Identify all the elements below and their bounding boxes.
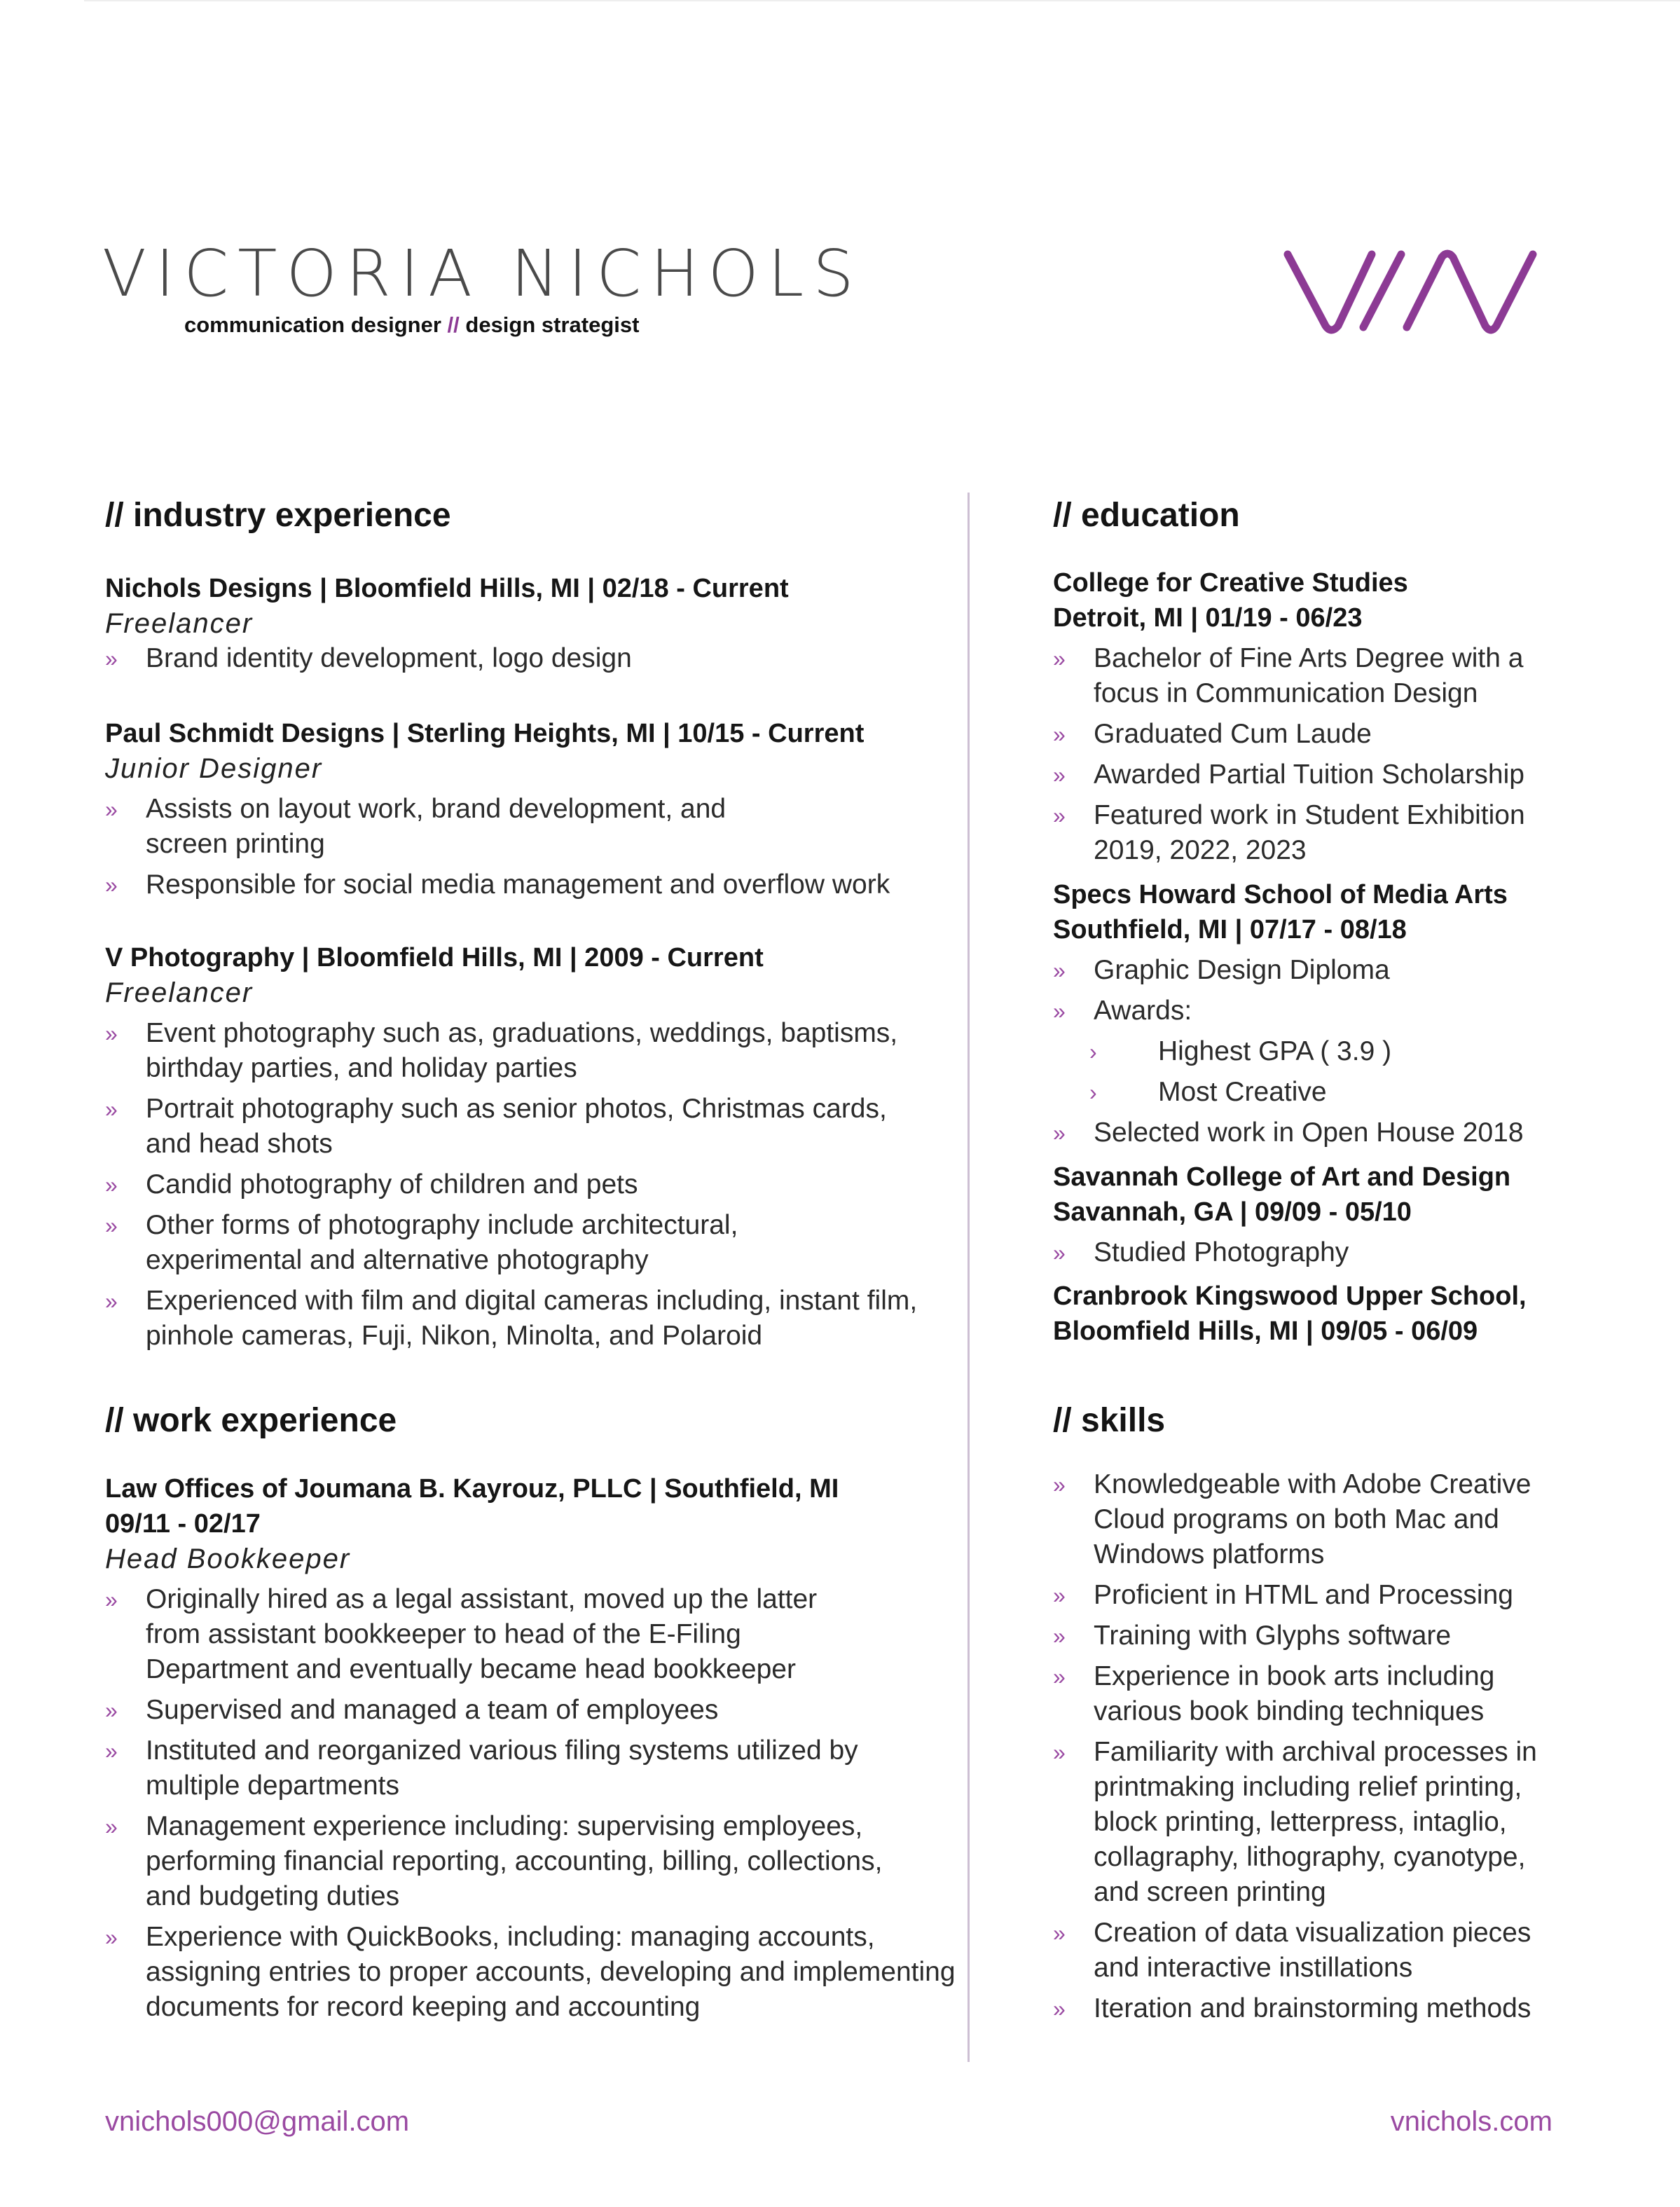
industry-entry-1 bbox=[105, 571, 946, 676]
education-school-1 bbox=[1053, 565, 1571, 868]
entry-heading: Paul Schmidt Designs | Sterling Heights, MI | 10/15 - Current bbox=[105, 719, 865, 748]
list-item: » Graphic Design Diploma bbox=[1053, 953, 1571, 988]
school-location-dates: Detroit, MI | 01/19 - 06/23 bbox=[1053, 603, 1363, 633]
list-item: » Selected work in Open House 2018 bbox=[1053, 1115, 1571, 1150]
website-link[interactable]: vnichols.com bbox=[1390, 2106, 1552, 2137]
list-item: » Iteration and brainstorming methods bbox=[1053, 1991, 1571, 2026]
list-item: » Management experience including: supervising employees, performing financial reporting, accounting, billing, collections, and budgeting duties bbox=[105, 1809, 925, 1914]
top-rule bbox=[84, 0, 1680, 1]
work-experience-title: // work experience bbox=[105, 1402, 397, 1439]
list-item: » Assists on layout work, brand development, and screen printing bbox=[105, 792, 778, 862]
entry-dates: 09/11 - 02/17 bbox=[105, 1509, 261, 1539]
list-item: » Experience in book arts including various book binding techniques bbox=[1053, 1659, 1571, 1729]
list-item: » Brand identity development, logo design bbox=[105, 641, 946, 676]
list-item: » Event photography such as, graduations, weddings, baptisms, birthday parties, and holiday parties bbox=[105, 1016, 932, 1086]
industry-experience-title: // industry experience bbox=[105, 497, 451, 534]
education-title: // education bbox=[1053, 497, 1240, 534]
list-item: » Studied Photography bbox=[1053, 1235, 1571, 1270]
list-item: » Awards: bbox=[1053, 994, 1571, 1029]
vn-monogram-logo bbox=[1282, 249, 1538, 336]
list-item: » Knowledgeable with Adobe Creative Cloud programs on both Mac and Windows platforms bbox=[1053, 1467, 1571, 1572]
school-name: Specs Howard School of Media Arts bbox=[1053, 880, 1508, 909]
industry-entry-3 bbox=[105, 940, 946, 1354]
list-item: » Instituted and reorganized various filing systems utilized by multiple departments bbox=[105, 1733, 925, 1803]
sub-list-item: › Most Creative bbox=[1053, 1075, 1571, 1110]
list-item: » Originally hired as a legal assistant, moved up the latter from assistant bookkeeper to head of the E-Filing Department and eventually became head bookkeeper bbox=[105, 1582, 846, 1687]
list-item: » Proficient in HTML and Processing bbox=[1053, 1578, 1571, 1613]
school-name: Cranbrook Kingswood Upper School, bbox=[1053, 1281, 1527, 1311]
list-item: » Familiarity with archival processes in printmaking including relief printing, block printing, letterpress, intaglio, collagraphy, lithography, cyanotype, and screen printing bbox=[1053, 1735, 1571, 1910]
list-item: » Training with Glyphs software bbox=[1053, 1618, 1571, 1653]
list-item: » Awarded Partial Tuition Scholarship bbox=[1053, 757, 1571, 792]
education-school-2 bbox=[1053, 877, 1571, 1150]
school-name: Savannah College of Art and Design bbox=[1053, 1162, 1511, 1192]
school-name: College for Creative Studies bbox=[1053, 568, 1408, 598]
list-item: » Graduated Cum Laude bbox=[1053, 717, 1571, 752]
school-location-dates: Southfield, MI | 07/17 - 08/18 bbox=[1053, 915, 1407, 944]
entry-role: Freelancer bbox=[105, 608, 254, 639]
school-location-dates: Savannah, GA | 09/09 - 05/10 bbox=[1053, 1197, 1412, 1227]
email-link[interactable]: vnichols000@gmail.com bbox=[105, 2106, 410, 2137]
entry-role: Freelancer bbox=[105, 977, 254, 1008]
tagline bbox=[184, 312, 639, 338]
list-item: » Featured work in Student Exhibition 2019, 2022, 2023 bbox=[1053, 798, 1571, 868]
list-item: » Candid photography of children and pets bbox=[105, 1167, 932, 1202]
entry-role: Junior Designer bbox=[105, 753, 323, 784]
list-item: » Creation of data visualization pieces and interactive instillations bbox=[1053, 1916, 1571, 1986]
column-divider bbox=[968, 493, 970, 2062]
education-school-3 bbox=[1053, 1160, 1571, 1270]
tagline-separator: // bbox=[447, 312, 460, 337]
work-entry-1 bbox=[105, 1471, 956, 2025]
list-item: » Portrait photography such as senior photos, Christmas cards, and head shots bbox=[105, 1092, 932, 1162]
skills-title: // skills bbox=[1053, 1402, 1166, 1439]
list-item: » Supervised and managed a team of employees bbox=[105, 1693, 925, 1728]
applicant-name: VICTORIA NICHOLS bbox=[102, 236, 863, 311]
list-item: » Experience with QuickBooks, including: managing accounts, assigning entries to proper accounts, developing and implementing documents for record keeping and accounting bbox=[105, 1920, 972, 2025]
entry-role: Head Bookkeeper bbox=[105, 1543, 351, 1574]
skills-list-block bbox=[1053, 1462, 1571, 2026]
entry-heading: Law Offices of Joumana B. Kayrouz, PLLC | Southfield, MI bbox=[105, 1474, 839, 1504]
list-item: » Other forms of photography include architectural, experimental and alternative photography bbox=[105, 1208, 867, 1278]
sub-list-item: › Highest GPA ( 3.9 ) bbox=[1053, 1034, 1571, 1069]
tagline-role-2: design strategist bbox=[465, 312, 640, 337]
list-item: » Bachelor of Fine Arts Degree with a focus in Communication Design bbox=[1053, 641, 1571, 711]
education-school-4 bbox=[1053, 1279, 1571, 1349]
tagline-role-1: communication designer bbox=[184, 312, 441, 337]
entry-heading: Nichols Designs | Bloomfield Hills, MI | 02/18 - Current bbox=[105, 574, 789, 603]
industry-entry-2 bbox=[105, 716, 946, 902]
list-item: » Responsible for social media management and overflow work bbox=[105, 867, 986, 902]
school-location-dates: Bloomfield Hills, MI | 09/05 - 06/09 bbox=[1053, 1316, 1478, 1346]
entry-heading: V Photography | Bloomfield Hills, MI | 2009 - Current bbox=[105, 943, 764, 972]
list-item: » Experienced with film and digital cameras including, instant film, pinhole cameras, Fuji, Nikon, Minolta, and Polaroid bbox=[105, 1284, 923, 1354]
